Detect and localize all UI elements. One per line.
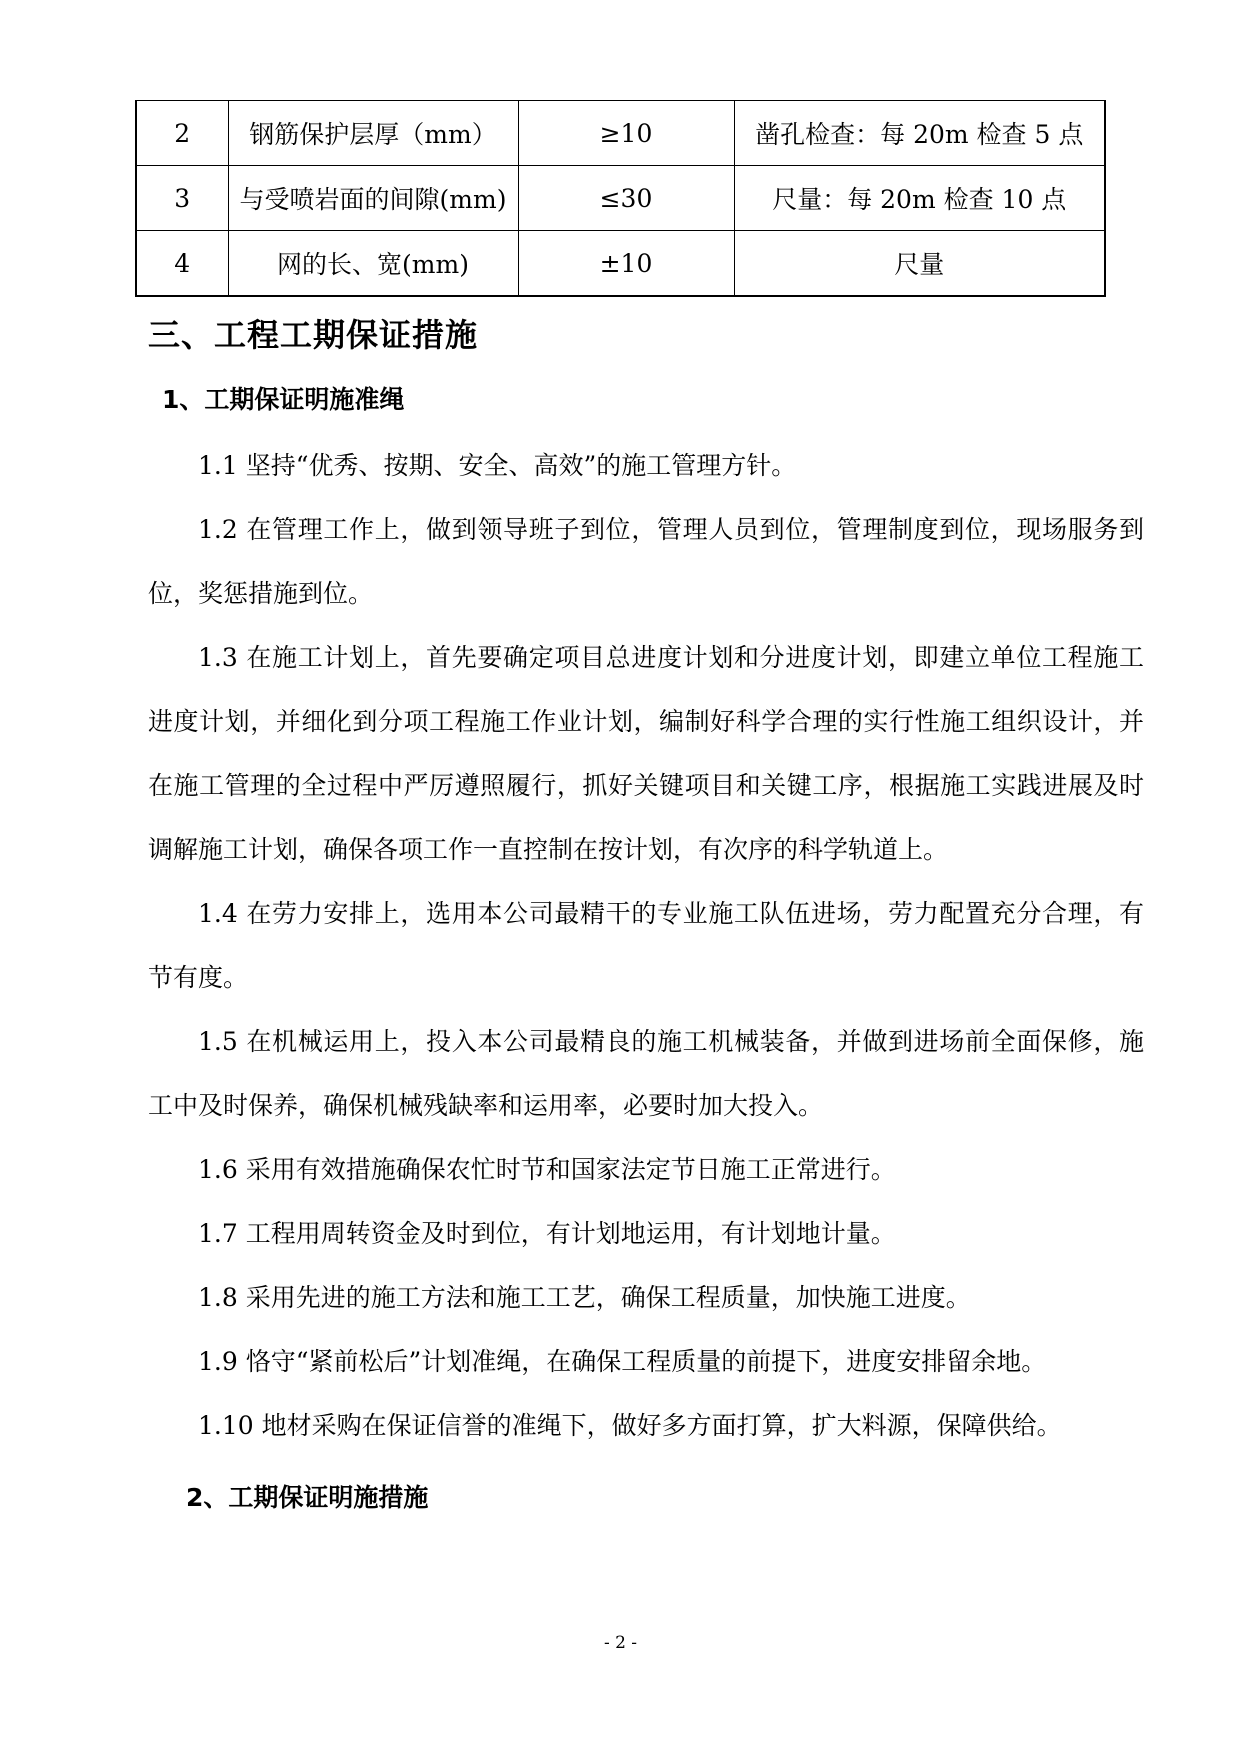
paragraph-1-2: 1.2 在管理工作上，做到领导班子到位，管理人员到位，管理制度到位，现场服务到位，奖惩措施到位。 [148, 515, 1144, 608]
check-item: 钢筋保护层厚（mm） [228, 101, 518, 166]
subsection-title-1: 1、工期保证明施准绳 [162, 385, 405, 414]
paragraph-1-8: 1.8 采用先进的施工方法和施工工艺，确保工程质量，加快施工进度。 [198, 1283, 971, 1312]
paragraph-1-9: 1.9 恪守“紧前松后”计划准绳，在确保工程质量的前提下，进度安排留余地。 [198, 1347, 1047, 1376]
check-item: 与受喷岩面的间隙(mm) [228, 166, 518, 231]
page-number: - 2 - [603, 1633, 638, 1653]
body-text [148, 434, 1144, 1458]
check-method: 尺量 [734, 231, 1105, 297]
section-title: 三、工程工期保证措施 [148, 316, 479, 354]
subsection-title-2: 2、工期保证明施措施 [186, 1483, 429, 1512]
check-method: 凿孔检查：每 20m 检查 5 点 [734, 101, 1105, 166]
paragraph-1-5: 1.5 在机械运用上，投入本公司最精良的施工机械装备，并做到进场前全面保修，施工中及时保养，确保机械残缺率和运用率，必要时加大投入。 [148, 1027, 1144, 1120]
table-row [136, 166, 1105, 231]
check-method: 尺量：每 20m 检查 10 点 [734, 166, 1105, 231]
table-row [136, 231, 1105, 297]
row-number: 2 [136, 101, 228, 166]
paragraph-1-1: 1.1 坚持“优秀、按期、安全、高效”的施工管理方针。 [198, 451, 797, 480]
allowed-value: ≥10 [518, 101, 734, 166]
allowed-value: ±10 [518, 231, 734, 297]
paragraph-1-6: 1.6 采用有效措施确保农忙时节和国家法定节日施工正常进行。 [198, 1155, 896, 1184]
row-number: 3 [136, 166, 228, 231]
paragraph-1-7: 1.7 工程用周转资金及时到位，有计划地运用，有计划地计量。 [198, 1219, 896, 1248]
check-item: 网的长、宽(mm) [228, 231, 518, 297]
paragraph-1-3: 1.3 在施工计划上，首先要确定项目总进度计划和分进度计划，即建立单位工程施工进度计划，并细化到分项工程施工作业计划，编制好科学合理的实行性施工组织设计，并在施工管理的全过程中严厉遵照履行，抓好关键项目和关键工序，根据施工实践进展及时调解施工计划，确保各项工作一直控制在按计划，有次序的科学轨道上。 [148, 643, 1144, 864]
inspection-table [135, 100, 1106, 297]
paragraph-1-10: 1.10 地材采购在保证信誉的准绳下，做好多方面打算，扩大料源，保障供给。 [198, 1411, 1062, 1440]
paragraph-1-4: 1.4 在劳力安排上，选用本公司最精干的专业施工队伍进场，劳力配置充分合理，有节有度。 [148, 899, 1144, 992]
allowed-value: ≤30 [518, 166, 734, 231]
row-number: 4 [136, 231, 228, 297]
table-row [136, 101, 1105, 166]
